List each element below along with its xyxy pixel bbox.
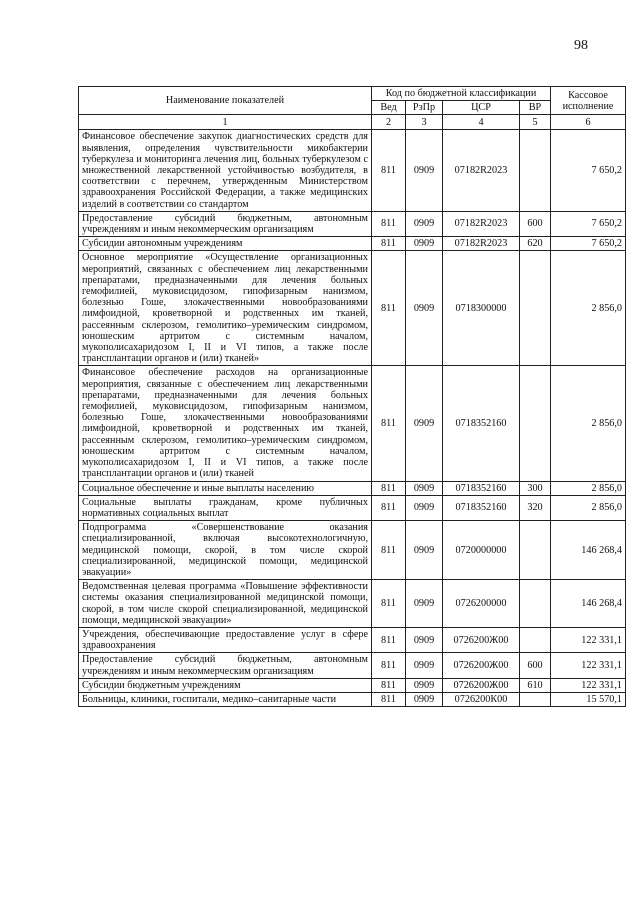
table-row [79, 237, 626, 251]
row-amount: 122 331,1 [551, 678, 626, 692]
budget-table [78, 86, 626, 707]
row-rzpr: 0909 [406, 251, 443, 366]
row-csr: 0726200К00 [443, 692, 520, 706]
row-ved: 811 [372, 251, 406, 366]
row-vr [520, 580, 551, 628]
row-rzpr: 0909 [406, 580, 443, 628]
column-number: 4 [443, 115, 520, 130]
table-row [79, 521, 626, 580]
header-cash: Кассовое исполнение [551, 87, 626, 115]
row-amount: 2 856,0 [551, 366, 626, 481]
row-rzpr: 0909 [406, 653, 443, 678]
row-csr: 0718352160 [443, 366, 520, 481]
row-csr: 07182R2023 [443, 130, 520, 211]
table-row [79, 692, 626, 706]
row-amount: 146 268,4 [551, 521, 626, 580]
row-vr: 600 [520, 653, 551, 678]
row-rzpr: 0909 [406, 211, 443, 236]
header-vr: ВР [520, 101, 551, 115]
table-row [79, 580, 626, 628]
row-name: Больницы, клиники, госпитали, медико–санитарные части [79, 692, 372, 706]
column-number: 5 [520, 115, 551, 130]
row-amount: 2 856,0 [551, 481, 626, 495]
row-ved: 811 [372, 678, 406, 692]
row-vr [520, 627, 551, 652]
row-ved: 811 [372, 521, 406, 580]
row-name: Социальное обеспечение и иные выплаты населению [79, 481, 372, 495]
row-amount: 2 856,0 [551, 495, 626, 520]
row-name: Социальные выплаты гражданам, кроме публичных нормативных социальных выплат [79, 495, 372, 520]
row-amount: 7 650,2 [551, 211, 626, 236]
row-amount: 2 856,0 [551, 251, 626, 366]
row-ved: 811 [372, 366, 406, 481]
row-ved: 811 [372, 481, 406, 495]
row-name: Финансовое обеспечение закупок диагностических средств для выявления, определения чувствительности микобактерии туберкулеза и мониторинга лечения лиц, больных туберкулезом с множественной лекарственной устойчивостью возбудителя, в соответствии с перечнем, утвержденным Министерством здравоохранения Российской Федерации, а также медицинских изделий в соответствии со стандартом [79, 130, 372, 211]
row-vr: 320 [520, 495, 551, 520]
row-amount: 122 331,1 [551, 653, 626, 678]
row-rzpr: 0909 [406, 627, 443, 652]
row-csr: 07182R2023 [443, 237, 520, 251]
row-csr: 0726200Ж00 [443, 627, 520, 652]
table-row [79, 366, 626, 481]
column-number: 1 [79, 115, 372, 130]
table-row [79, 481, 626, 495]
row-ved: 811 [372, 627, 406, 652]
row-rzpr: 0909 [406, 481, 443, 495]
header-ved: Вед [372, 101, 406, 115]
row-ved: 811 [372, 653, 406, 678]
table-row [79, 495, 626, 520]
row-vr: 600 [520, 211, 551, 236]
row-vr [520, 130, 551, 211]
row-name: Субсидии автономным учреждениям [79, 237, 372, 251]
row-name: Подпрограмма «Совершенствование оказания специализированной, включая высокотехнологичную, медицинской помощи, скорой, в том числе скорой специализированной, медицинской помощи, медицинской эвакуации» [79, 521, 372, 580]
row-name: Основное мероприятие «Осуществление организационных мероприятий, связанных с обеспечением лиц лекарственными препаратами, предназначенными для лечения больных гемофилией, муковисцидозом, гипофизарным нанизмом, болезнью Гоше, злокачественными новообразованиями лимфоидной, кроветворной и родственных им тканей, рассеянным склерозом, гемолитико–уремическим синдромом, юношеским артритом с системным началом, мукополисахаридозом I, II и VI типов, а также после трансплантации органов и (или) тканей» [79, 251, 372, 366]
row-amount: 122 331,1 [551, 627, 626, 652]
row-csr: 07182R2023 [443, 211, 520, 236]
row-ved: 811 [372, 211, 406, 236]
row-rzpr: 0909 [406, 521, 443, 580]
row-vr: 620 [520, 237, 551, 251]
header-csr: ЦСР [443, 101, 520, 115]
table-row [79, 130, 626, 211]
table-row [79, 678, 626, 692]
row-ved: 811 [372, 692, 406, 706]
table-row [79, 211, 626, 236]
header-rzpr: РзПр [406, 101, 443, 115]
row-csr: 0718300000 [443, 251, 520, 366]
table-row [79, 627, 626, 652]
row-ved: 811 [372, 580, 406, 628]
column-number: 6 [551, 115, 626, 130]
row-vr [520, 251, 551, 366]
row-amount: 15 570,1 [551, 692, 626, 706]
row-csr: 0726200Ж00 [443, 653, 520, 678]
row-rzpr: 0909 [406, 678, 443, 692]
page-number: 98 [574, 38, 588, 53]
row-rzpr: 0909 [406, 366, 443, 481]
column-number: 3 [406, 115, 443, 130]
row-vr [520, 692, 551, 706]
row-vr: 300 [520, 481, 551, 495]
row-ved: 811 [372, 495, 406, 520]
header-code-group: Код по бюджетной классификации [372, 87, 551, 101]
row-vr [520, 366, 551, 481]
row-name: Ведомственная целевая программа «Повышение эффективности системы оказания специализированной медицинской помощи, скорой, в том числе скорой специализированной, медицинской помощи, медицинской эвакуации» [79, 580, 372, 628]
row-csr: 0718352160 [443, 481, 520, 495]
column-number: 2 [372, 115, 406, 130]
row-amount: 7 650,2 [551, 130, 626, 211]
row-rzpr: 0909 [406, 692, 443, 706]
row-name: Финансовое обеспечение расходов на организационные мероприятия, связанные с обеспечением лиц лекарственными препаратами, предназначенными для лечения больных гемофилией, муковисцидозом, гипофизарным нанизмом, болезнью Гоше, злокачественными новообразованиями лимфоидной, кроветворной и родственных им тканей, рассеянным склерозом, гемолитико–уремическим синдромом, юношеским артритом с системным началом, мукополисахаридозом I, II и VI типов, а также после трансплантации органов и (или) тканей [79, 366, 372, 481]
row-ved: 811 [372, 237, 406, 251]
row-csr: 0726200000 [443, 580, 520, 628]
row-name: Предоставление субсидий бюджетным, автономным учреждениям и иным некоммерческим организациям [79, 211, 372, 236]
row-rzpr: 0909 [406, 495, 443, 520]
row-amount: 146 268,4 [551, 580, 626, 628]
row-csr: 0718352160 [443, 495, 520, 520]
header-name: Наименование показателей [79, 87, 372, 115]
row-name: Субсидии бюджетным учреждениям [79, 678, 372, 692]
row-rzpr: 0909 [406, 130, 443, 211]
row-amount: 7 650,2 [551, 237, 626, 251]
row-csr: 0726200Ж00 [443, 678, 520, 692]
row-vr: 610 [520, 678, 551, 692]
row-rzpr: 0909 [406, 237, 443, 251]
row-ved: 811 [372, 130, 406, 211]
row-name: Предоставление субсидий бюджетным, автономным учреждениям и иным некоммерческим организациям [79, 653, 372, 678]
row-csr: 0720000000 [443, 521, 520, 580]
row-name: Учреждения, обеспечивающие предоставление услуг в сфере здравоохранения [79, 627, 372, 652]
row-vr [520, 521, 551, 580]
table-row [79, 251, 626, 366]
table-row [79, 653, 626, 678]
column-number-row [79, 115, 626, 130]
